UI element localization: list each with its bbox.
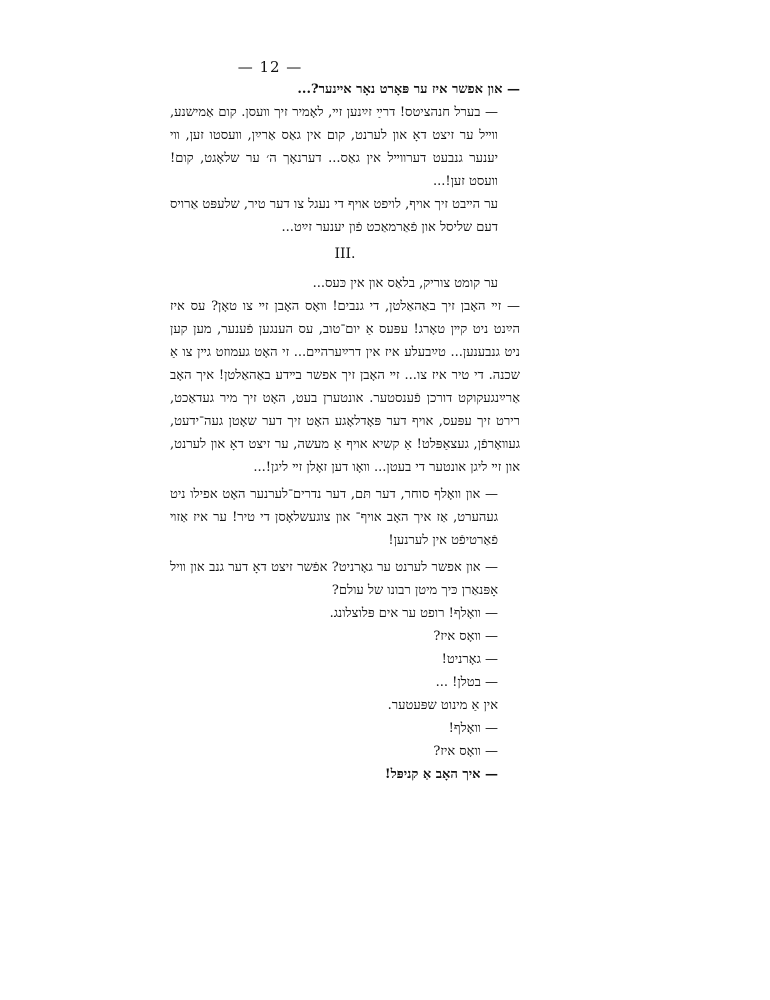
section-heading: III. — [334, 246, 356, 262]
paragraph-5: — זײ האָבן זיך באַהאַלטן, די גנבים! װאָס האָבן זײ צו טאָן? עס איז הײַנט ניט קײן טאָרג! עפּעס אַ יום־טוב, עס הענגען פֿענער, מען קען ניט גנבענען... טײַבעלע איז אין דרײַערהײם... זי האָט געמוזט גײן צו אַ שכנה. די טיר איז צו... זײ האָבן זיך אפשר בײדע באַהאַלטן! איך האָב אַרײַנגעקוקט דורכן פֿענסטער. אונטערן בעט, האָט זיך מיר געדאַכט, רירט זיך עפּעס, אויף דער פּאָדלאָגע האָט זיך דער שאָטן געה־ידעט, געװאָרפֿן, געצאַפּלט! אַ קשיא אויף אַ מעשה, ער זיצט דאָ און לערנט, און זײ ליגן אונטער די בעטן... װאָו דען זאָלן זײ ליגן!... — [170, 299, 521, 475]
text-body — [170, 78, 520, 786]
paragraph-7: — און אפשר לערנט ער גאָרניט? אפֿשר זיצט דאָ דער גנב און װיל אָפּנאַרן כּיך מיטן רבונו של עולם? — [170, 560, 498, 598]
paragraph-4: ער קומט צוריק, בלאַס און אין כּעס... — [312, 276, 498, 291]
page-number: — 12 — — [237, 58, 303, 76]
paragraph-6: — און װאָלף סוחר, דער תּם, דער נדרים־לערנער האָט אפילו ניט געהערט, אַז איך האָב אויף־ און צוגעשלאָסן די טיר! ער איז אַזױ פֿאַרטיפֿט אין לערנען! — [170, 487, 498, 548]
dialogue-line-7: — װאָס איז? — [433, 744, 498, 759]
dialogue-line-2: — װאָס איז? — [433, 629, 498, 644]
dialogue-line-6: — װאָלף! — [448, 721, 498, 736]
dialogue-line-4: — בטלן! ... — [435, 675, 498, 690]
paragraph-1: — און אפשר איז ער פּאָרט נאָר אײנער?... — [297, 82, 520, 97]
paragraph-2: — בערל חנהציטס! דרײַ זײַנען זײ, לאָמיר זיך װעסן. קום אַמישנע, װײל ער זיצט דאָ און לערנט, קום אין גאַס אַרײַן, װעסטו זען, װי יענער גנבעט דערװײל אין גאַס... דערנאָך ה׳ ער שלאָגט, קום! װעסט זען!... — [170, 105, 498, 189]
dialogue-line-5: אין אַ מינוט שפּעטער. — [387, 698, 498, 713]
dialogue-line-1: — װאָלף! רופט ער אים פּלוצלונג. — [329, 606, 498, 621]
paragraph-3: ער הײבט זיך אויף, לויפט אויף די נעגל צו דער טיר, שלעפּט אַרויס דעם שליסל און פֿאַרמאַכט פֿון יענער זײַט... — [169, 197, 498, 235]
dialogue-line-3: — גאָרניט! — [441, 652, 498, 667]
dialogue-line-8: — איך האָב אַ קניפּל! — [384, 767, 498, 782]
